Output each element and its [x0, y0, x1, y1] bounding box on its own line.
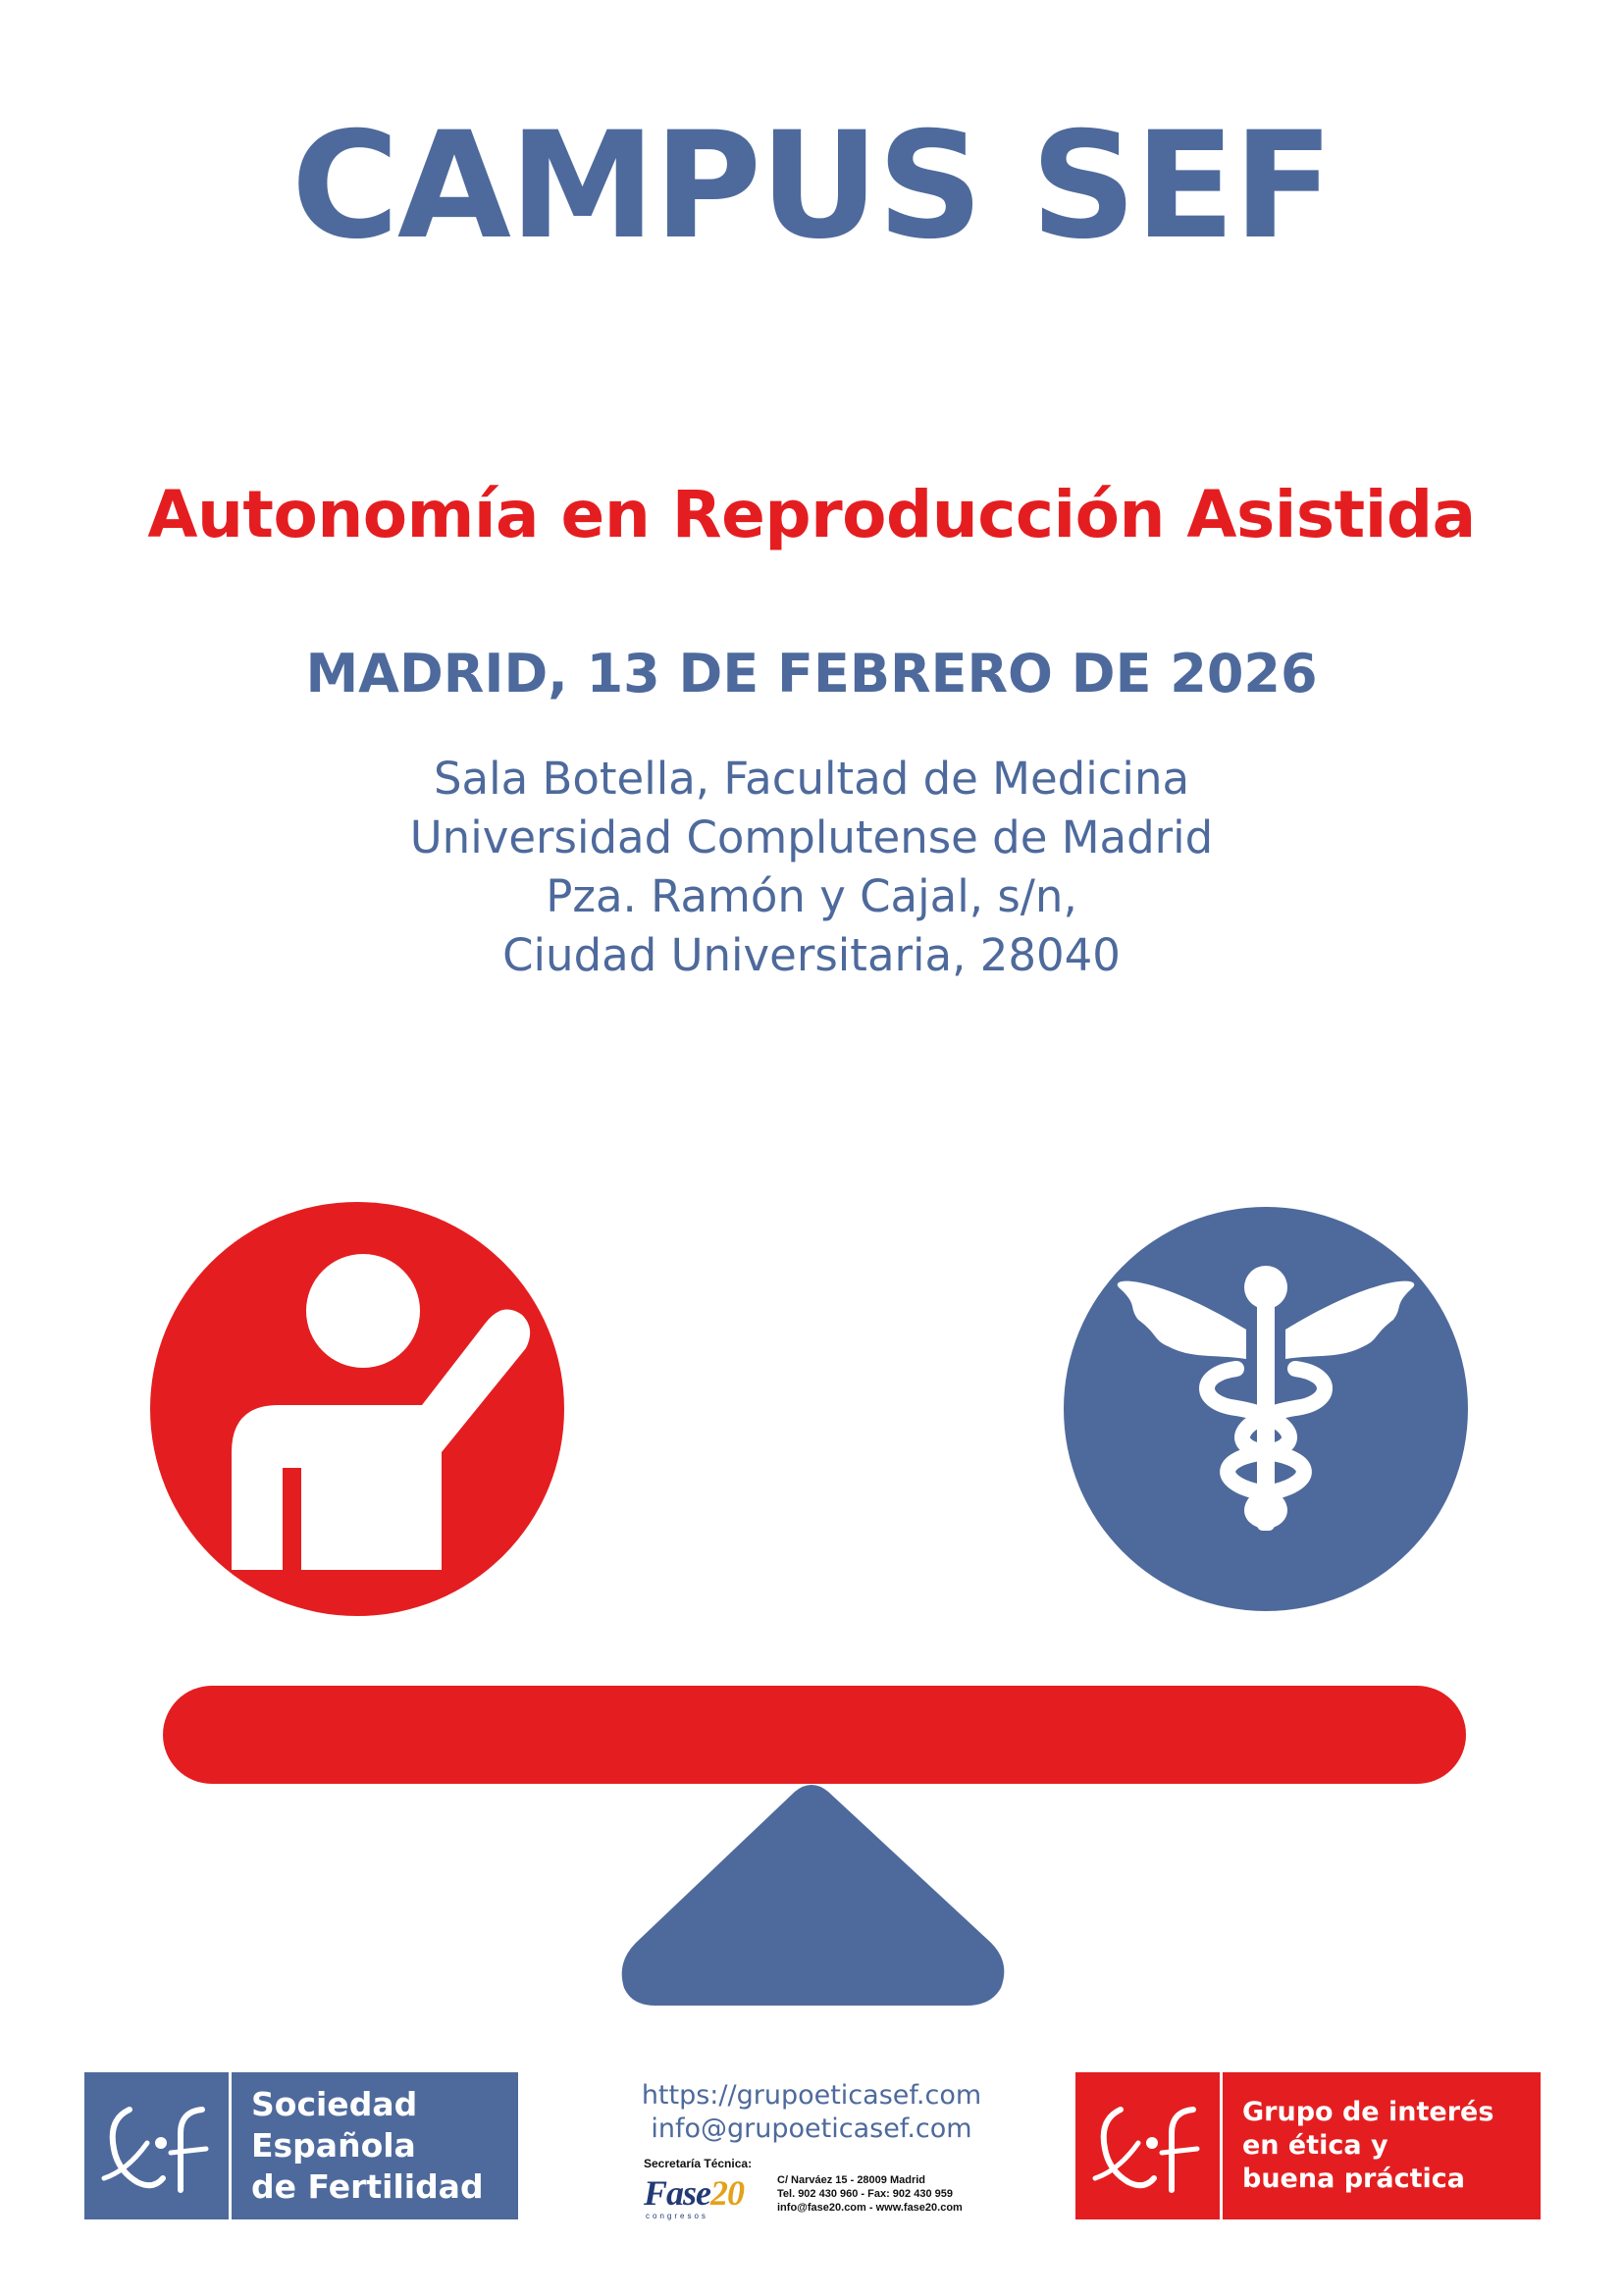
secretaria-address: C/ Narváez 15 - 28009 Madrid [777, 2174, 926, 2186]
right-logo-line-3: buena práctica [1242, 2164, 1465, 2194]
website-link[interactable]: https://grupoeticasef.com [641, 2080, 982, 2111]
fase20-logo-number: 20 [710, 2173, 744, 2213]
event-subtitle: Autonomía en Reproducción Asistida [147, 477, 1476, 552]
right-logo-line-2: en ética y [1242, 2130, 1388, 2161]
venue-line-1: Sala Botella, Facultad de Medicina [433, 753, 1190, 805]
balance-fulcrum [622, 1785, 1005, 2006]
venue-line-3: Pza. Ramón y Cajal, s/n, [546, 870, 1077, 922]
sef-mark-icon [84, 2072, 232, 2219]
secretaria-tecnica-block [644, 2157, 1036, 2225]
venue-line-4: Ciudad Universitaria, 28040 [502, 929, 1121, 981]
right-logo-line-1: Grupo de interés [1242, 2097, 1494, 2127]
left-logo-line-3: de Fertilidad [251, 2167, 484, 2206]
fase20-logo-word: Fase [644, 2173, 710, 2213]
balance-beam [163, 1686, 1466, 1784]
fase20-logo [644, 2172, 744, 2214]
fase20-logo-sub: congresos [646, 2212, 708, 2220]
left-logo-line-1: Sociedad [251, 2085, 418, 2123]
event-date: MADRID, 13 DE FEBRERO DE 2026 [305, 643, 1318, 704]
sef-mark-icon [1075, 2072, 1223, 2219]
secretaria-phones: Tel. 902 430 960 - Fax: 902 430 959 [777, 2188, 953, 2200]
sef-ethics-group-logo[interactable] [1075, 2072, 1541, 2219]
secretaria-label: Secretaría Técnica: [644, 2157, 753, 2170]
left-logo-line-2: Española [251, 2126, 416, 2165]
secretaria-web[interactable]: info@fase20.com - www.fase20.com [777, 2202, 963, 2214]
page-title: CAMPUS SEF [290, 101, 1333, 272]
venue-line-2: Universidad Complutense de Madrid [409, 811, 1214, 863]
sef-society-logo[interactable] [84, 2072, 518, 2219]
email-link[interactable]: info@grupoeticasef.com [651, 2113, 972, 2144]
person-raising-hand-icon [150, 1202, 564, 1616]
caduceus-icon [1064, 1207, 1468, 1611]
